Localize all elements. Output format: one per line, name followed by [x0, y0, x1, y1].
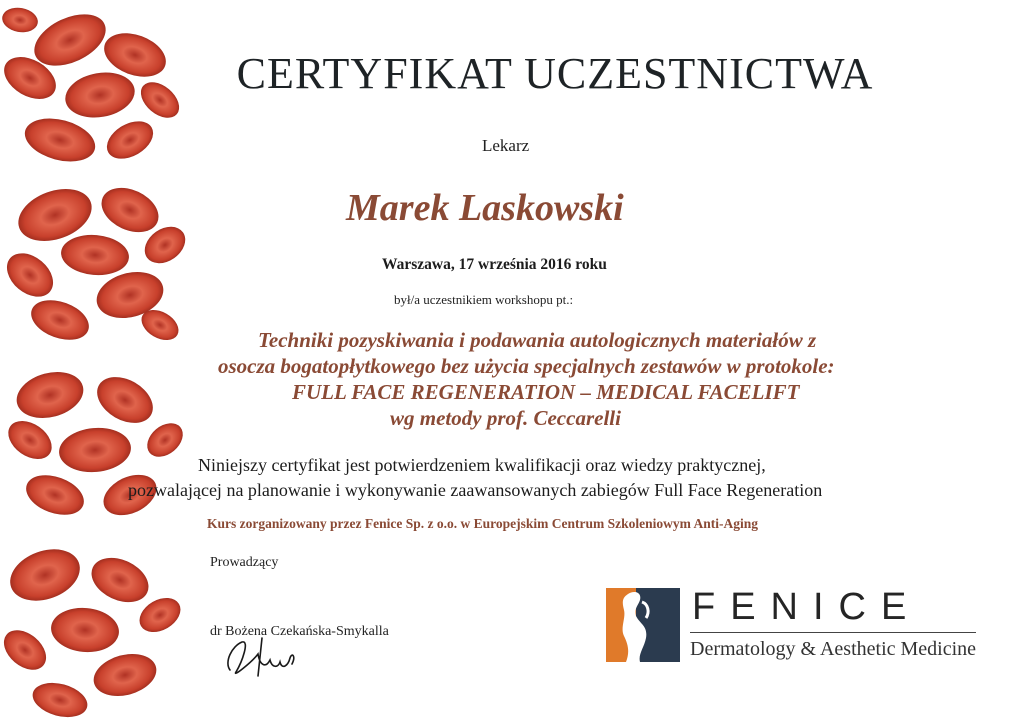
certificate-title: CERTYFIKAT UCZESTNICTWA	[236, 49, 874, 98]
confirmation-text-line: pozwalającej na planowanie i wykonywanie zaawansowanych zabiegów Full Face Regeneration	[128, 480, 823, 500]
participation-statement: był/a uczestnikiem workshopu pt.:	[394, 292, 574, 307]
fenice-logo-icon	[604, 588, 680, 662]
workshop-title-line: osocza bogatopłytkowego bez użycia specjalnych zestawów w protokole:	[218, 354, 835, 378]
leader-name: dr Bożena Czekańska-Smykalla	[210, 624, 389, 639]
place-date: Warszawa, 17 września 2016 roku	[382, 256, 607, 273]
workshop-title-line: FULL FACE REGENERATION – MEDICAL FACELIFT	[292, 380, 800, 404]
logo-tagline: Dermatology & Aesthetic Medicine	[690, 638, 977, 660]
participant-name: Marek Laskowski	[346, 187, 624, 229]
workshop-title-line: Techniki pozyskiwania i podawania autologicznych materiałów z	[258, 328, 817, 352]
leader-label: Prowadzący	[210, 555, 279, 570]
logo-divider	[690, 632, 976, 633]
logo-brand-name: FENICE	[692, 586, 922, 628]
handwritten-signature	[222, 632, 302, 680]
workshop-title-line: wg metody prof. Ceccarelli	[390, 406, 621, 430]
confirmation-text-line: Niniejszy certyfikat jest potwierdzeniem kwalifikacji oraz wiedzy praktycznej,	[198, 455, 766, 475]
blood-cells-decoration	[0, 0, 200, 718]
participant-role: Lekarz	[482, 136, 530, 155]
organizer-statement: Kurs zorganizowany przez Fenice Sp. z o.o. w Europejskim Centrum Szkoleniowym Anti-Aging	[207, 516, 758, 531]
